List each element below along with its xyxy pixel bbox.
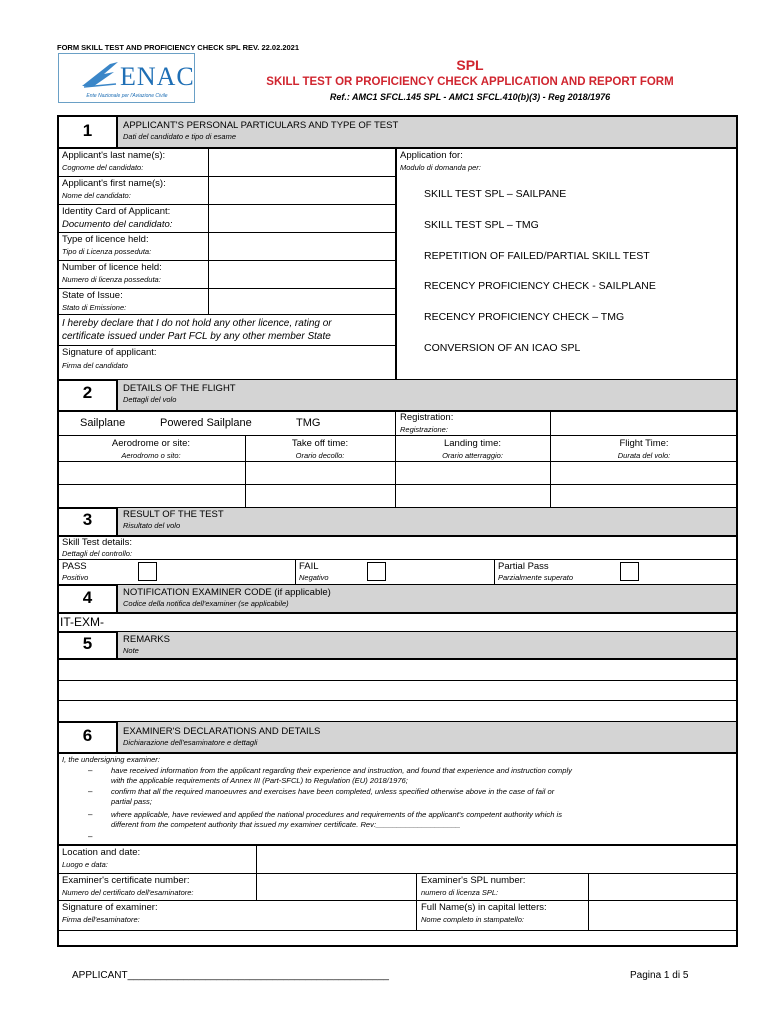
result-partial-label: Partial Pass xyxy=(498,561,549,572)
applicant-signature-label: Signature of applicant: xyxy=(62,347,157,358)
state-issue-input[interactable] xyxy=(208,288,395,314)
examiner-spl-label: Examiner's SPL number: xyxy=(421,875,526,886)
section1-title: APPLICANT'S PERSONAL PARTICULARS AND TYPE OF TEST xyxy=(123,120,399,131)
state-issue-sub: Stato di Emissione: xyxy=(62,303,127,312)
section5-subtitle: Note xyxy=(123,646,139,655)
landing-time-sub: Orario atterraggio: xyxy=(442,451,503,460)
result-fail-sub: Negativo xyxy=(299,573,329,582)
page-number: Pagina 1 di 5 xyxy=(630,970,689,981)
skill-test-details-sub: Dettagli del controllo: xyxy=(62,549,133,558)
enac-logo-text: ENAC xyxy=(120,62,195,91)
aircraft-powered-sailplane[interactable]: Powered Sailplane xyxy=(160,417,252,429)
examiner-cert-input[interactable] xyxy=(257,874,416,900)
registration-label: Registration: xyxy=(400,412,454,423)
section4-title: NOTIFICATION EXAMINER CODE (if applicable) xyxy=(123,587,331,598)
declaration-item2-line2: partial pass; xyxy=(111,797,152,806)
option-repetition-skill-test[interactable]: REPETITION OF FAILED/PARTIAL SKILL TEST xyxy=(424,250,650,262)
result-fail-label: FAIL xyxy=(299,561,319,572)
enac-logo-subtitle: Ente Nazionale per l'Aviazione Civile xyxy=(86,93,168,99)
examiner-code-prefix: IT-EXM- xyxy=(60,615,104,629)
option-skill-test-sailplane[interactable]: SKILL TEST SPL – SAILPANE xyxy=(424,188,567,200)
first-name-sub: Nome del candidato: xyxy=(62,191,131,200)
examiner-cert-sub: Numero del certificato dell'esaminatore: xyxy=(62,888,194,897)
section5-number: 5 xyxy=(82,634,93,653)
full-name-sub: Nome completo in stampatello: xyxy=(421,915,524,924)
licence-type-input[interactable] xyxy=(208,232,395,260)
licence-number-sub: Numero di licenza posseduta: xyxy=(62,275,161,284)
registration-input[interactable] xyxy=(551,411,736,435)
result-pass-label: PASS xyxy=(62,561,87,572)
registration-sub: Registrazione: xyxy=(400,425,448,434)
section5-header-bg xyxy=(116,632,736,658)
remarks-area[interactable] xyxy=(59,659,736,721)
flight-time-sub: Durata del volo: xyxy=(617,451,671,460)
section6-number: 6 xyxy=(82,726,93,745)
declaration-item1-line2: with the applicable requirements of Annex III (Part-SFCL) to Regulation (EU) 2018/1976; xyxy=(111,776,408,785)
section3-subtitle: Risultato del volo xyxy=(123,521,181,530)
examiner-spl-sub: numero di licenza SPL: xyxy=(421,888,499,897)
landing-time-label: Landing time: xyxy=(443,438,502,449)
location-date-sub: Luogo e data: xyxy=(62,860,108,869)
flight-time-label: Flight Time: xyxy=(619,438,669,449)
declaration-item3-line2: different from the competent authority that issued my examiner certificate. Rev:____________________ xyxy=(111,820,461,829)
result-partial-sub: Parzialmente superato xyxy=(498,573,574,582)
section3-title: RESULT OF THE TEST xyxy=(123,509,224,520)
option-recency-sailplane[interactable]: RECENCY PROFICIENCY CHECK - SAILPLANE xyxy=(424,280,656,292)
partial-pass-checkbox[interactable] xyxy=(620,562,639,581)
pass-checkbox[interactable] xyxy=(138,562,157,581)
section4-subtitle: Codice della notifica dell'examiner (se applicabile) xyxy=(123,599,289,608)
section5-title: REMARKS xyxy=(123,634,170,645)
section1-number: 1 xyxy=(82,121,93,140)
section2-number: 2 xyxy=(82,383,93,402)
section2-title: DETAILS OF THE FLIGHT xyxy=(123,383,236,394)
identity-card-label: Identity Card of Applicant: xyxy=(62,206,171,217)
section6-subtitle: Dichiarazione dell'esaminatore e dettagli xyxy=(123,738,258,747)
form-revision: FORM SKILL TEST AND PROFICIENCY CHECK SPL REV. 22.02.2021 xyxy=(57,43,300,52)
last-name-sub: Cognome del candidato: xyxy=(62,163,144,172)
state-issue-label: State of Issue: xyxy=(62,290,123,301)
full-name-input[interactable] xyxy=(589,901,736,930)
takeoff-time-label: Take off time: xyxy=(291,438,349,449)
doc-code: SPL xyxy=(456,57,484,73)
identity-card-input[interactable] xyxy=(208,204,395,232)
declaration-line1: I hereby declare that I do not hold any other licence, rating or xyxy=(62,318,332,329)
declaration-line2: certificate issued under Part FCL by any other member State xyxy=(62,331,331,342)
examiner-code-input[interactable] xyxy=(110,613,736,631)
form-title: SKILL TEST OR PROFICIENCY CHECK APPLICATION AND REPORT FORM xyxy=(266,76,674,88)
examiner-spl-input[interactable] xyxy=(589,874,736,900)
option-conversion-icao[interactable]: CONVERSION OF AN ICAO SPL xyxy=(424,342,581,354)
section1-subtitle: Dati del candidato e tipo di esame xyxy=(123,132,236,141)
licence-number-label: Number of licence held: xyxy=(62,262,162,273)
location-date-label: Location and date: xyxy=(62,847,141,858)
examiner-signature-input[interactable] xyxy=(160,901,416,930)
section3-number: 3 xyxy=(82,510,93,529)
option-recency-tmg[interactable]: RECENCY PROFICIENCY CHECK – TMG xyxy=(424,311,625,323)
takeoff-time-sub: Orario decollo: xyxy=(295,451,345,460)
full-name-label: Full Name(s) in capital letters: xyxy=(421,902,547,913)
applicant-signature-sub[interactable]: Firma del candidato xyxy=(62,361,128,370)
applicant-footer: APPLICANT_______________________________________________ xyxy=(72,970,389,981)
declaration-item3-line1: where applicable, have reviewed and applied the national procedures and requirements of the applicant's competent authority which is xyxy=(111,810,563,819)
examiner-signature-label: Signature of examiner: xyxy=(62,902,158,913)
result-pass-sub: Positivo xyxy=(62,573,89,582)
form-reference: Ref.: AMC1 SFCL.145 SPL - AMC1 SFCL.410(b)(3) - Reg 2018/1976 xyxy=(329,92,611,102)
first-name-input[interactable] xyxy=(208,176,395,204)
licence-type-sub: Tipo di Licenza posseduta: xyxy=(62,247,152,256)
section2-subtitle: Dettagli del volo xyxy=(123,395,177,404)
option-skill-test-tmg[interactable]: SKILL TEST SPL – TMG xyxy=(424,219,539,231)
examiner-signature-sub: Firma dell'esaminatore: xyxy=(62,915,140,924)
aerodrome-label: Aerodrome or site: xyxy=(111,438,191,449)
skill-test-details-label: Skill Test details: xyxy=(62,537,133,548)
licence-number-input[interactable] xyxy=(208,260,395,288)
aerodrome-sub: Aerodromo o sito: xyxy=(121,451,181,460)
examiner-intro: I, the undersigning examiner: xyxy=(62,755,160,764)
identity-card-sub: Documento del candidato: xyxy=(62,219,173,230)
location-date-input[interactable] xyxy=(257,845,736,873)
section4-number: 4 xyxy=(82,588,93,607)
examiner-cert-label: Examiner's certificate number: xyxy=(62,875,190,886)
section6-title: EXAMINER'S DECLARATIONS AND DETAILS xyxy=(123,726,321,737)
declaration-item2-line1: confirm that all the required manoeuvres and exercises have been completed, unless specified otherwise above in the case of fail or xyxy=(111,787,555,796)
fail-checkbox[interactable] xyxy=(367,562,386,581)
application-for-sub: Modulo di domanda per: xyxy=(400,163,481,172)
declaration-item1-line1: have received information from the applicant regarding their experience and instruction, and found that experience and instruction comply xyxy=(111,766,572,775)
aircraft-tmg[interactable]: TMG xyxy=(296,417,321,429)
last-name-input[interactable] xyxy=(208,148,395,176)
licence-type-label: Type of licence held: xyxy=(62,234,149,245)
first-name-label: Applicant's first name(s): xyxy=(62,178,166,189)
aircraft-sailplane[interactable]: Sailplane xyxy=(80,417,126,429)
last-name-label: Applicant's last name(s): xyxy=(62,150,166,161)
application-for-label: Application for: xyxy=(400,150,463,161)
